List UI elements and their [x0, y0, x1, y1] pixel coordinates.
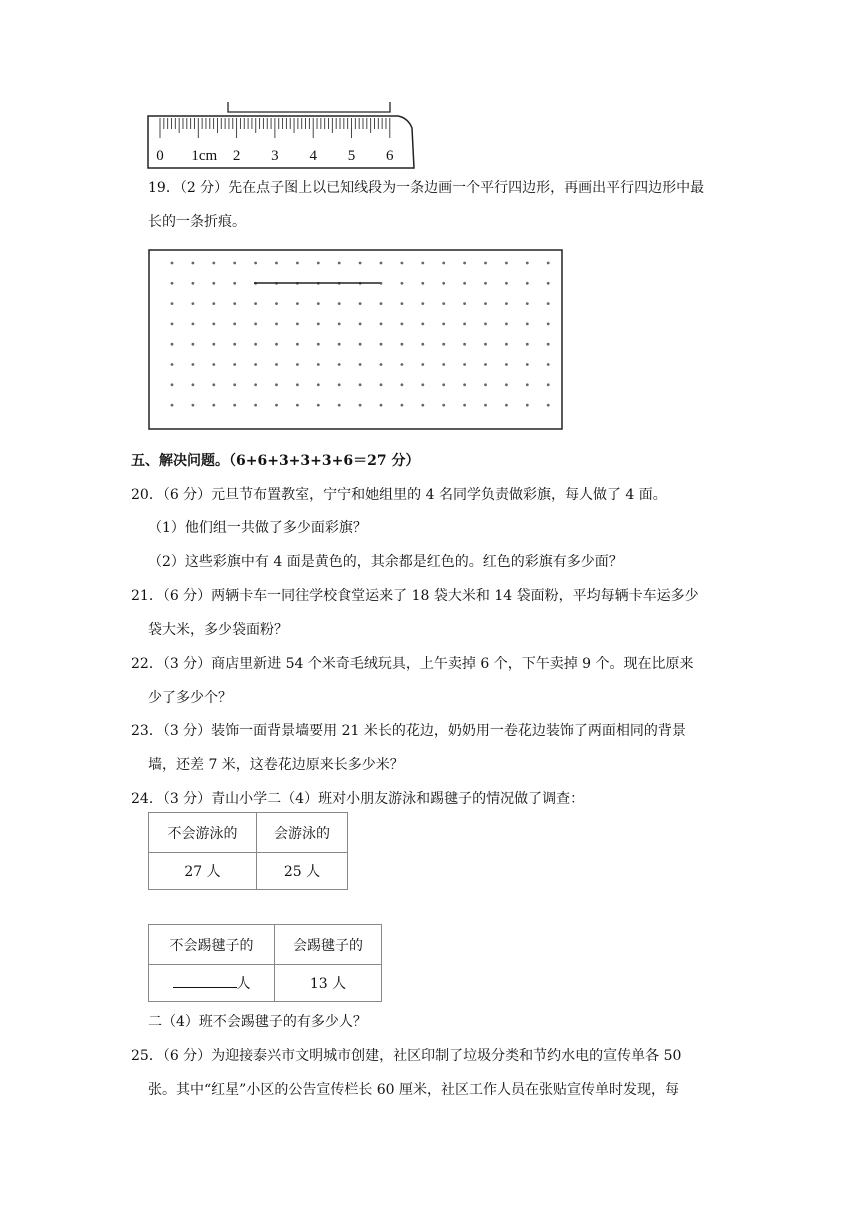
grid-dot — [317, 363, 320, 366]
grid-dot — [463, 383, 466, 386]
grid-dot — [359, 363, 362, 366]
grid-dot — [505, 323, 508, 326]
ruler-label: 3 — [271, 148, 279, 164]
grid-dot — [317, 302, 320, 305]
grid-dot — [401, 282, 404, 285]
grid-dot — [296, 262, 299, 265]
q20-sub2: （2）这些彩旗中有 4 面是黄色的，其余都是红色的。红色的彩旗有多少面？ — [148, 554, 623, 570]
grid-dot — [192, 363, 195, 366]
grid-dot — [359, 302, 362, 305]
grid-dot — [380, 302, 383, 305]
ruler-label: 2 — [232, 148, 241, 164]
ruler-label: 4 — [309, 148, 317, 164]
kick-cell-unit: 人 — [236, 976, 251, 992]
swim-cell-cannot: 27 人 — [149, 853, 257, 890]
grid-dot — [526, 282, 529, 285]
measure-bracket — [228, 102, 390, 112]
grid-dot — [401, 262, 404, 265]
grid-dot — [192, 282, 195, 285]
grid-dot — [212, 363, 215, 366]
grid-dot — [484, 282, 487, 285]
grid-dot — [212, 383, 215, 386]
grid-dot — [317, 404, 320, 407]
grid-dot — [233, 363, 236, 366]
grid-dot — [380, 282, 383, 285]
grid-dot — [275, 262, 278, 265]
grid-dot — [212, 404, 215, 407]
grid-dot — [463, 302, 466, 305]
grid-dot — [275, 383, 278, 386]
grid-dot — [547, 302, 550, 305]
grid-dot — [401, 404, 404, 407]
grid-dot — [233, 282, 236, 285]
grid-dot — [171, 302, 174, 305]
grid-dot — [547, 343, 550, 346]
grid-dot — [442, 323, 445, 326]
grid-dot — [526, 262, 529, 265]
grid-dot — [359, 343, 362, 346]
answer-blank[interactable] — [173, 973, 237, 988]
q20-text: 20．（6 分）元旦节布置教室，宁宁和她组里的 4 名同学负责做彩旗，每人做了 4 面。 — [131, 487, 667, 503]
grid-dot — [484, 383, 487, 386]
grid-dot — [171, 404, 174, 407]
grid-dot — [442, 282, 445, 285]
grid-dot — [484, 302, 487, 305]
grid-dot — [526, 404, 529, 407]
kick-cell-can: 13 人 — [275, 965, 382, 1002]
grid-dot — [463, 343, 466, 346]
grid-dot — [212, 302, 215, 305]
section-5-title: 五、解决问题。（6+6+3+3+3+6＝27 分） — [131, 453, 420, 469]
grid-dot — [463, 363, 466, 366]
ruler-label: 6 — [386, 148, 394, 164]
grid-dot — [233, 262, 236, 265]
grid-dot — [547, 282, 550, 285]
grid-dot — [275, 404, 278, 407]
grid-dot — [171, 343, 174, 346]
grid-dot — [233, 343, 236, 346]
grid-dot — [505, 363, 508, 366]
grid-dot — [380, 383, 383, 386]
grid-dot — [338, 323, 341, 326]
grid-dot — [212, 343, 215, 346]
grid-dot — [296, 363, 299, 366]
grid-dot — [380, 323, 383, 326]
grid-dot — [505, 343, 508, 346]
grid-dot — [192, 262, 195, 265]
ruler-label: 5 — [347, 148, 356, 164]
grid-dot — [547, 404, 550, 407]
grid-dot — [338, 302, 341, 305]
grid-dot — [254, 323, 257, 326]
ruler-label: 1cm — [191, 148, 218, 164]
ruler-label: 0 — [156, 148, 164, 164]
grid-dot — [401, 323, 404, 326]
grid-dot — [442, 302, 445, 305]
grid-dot — [463, 323, 466, 326]
q19-text-line2: 长的一条折痕。 — [148, 214, 246, 230]
swimming-table — [148, 812, 348, 890]
grid-dot — [275, 363, 278, 366]
grid-dot — [505, 302, 508, 305]
grid-dot — [171, 363, 174, 366]
grid-dot — [484, 323, 487, 326]
swim-header-can: 会游泳的 — [257, 813, 348, 853]
grid-dot — [254, 404, 257, 407]
grid-dot — [192, 323, 195, 326]
q25-text-line2: 张。其中“红星”小区的公告宣传栏长 60 厘米，社区工作人员在张贴宣传单时发现，每 — [148, 1082, 680, 1098]
grid-dot — [359, 383, 362, 386]
grid-dot — [442, 404, 445, 407]
grid-dot — [421, 343, 424, 346]
grid-dot — [254, 343, 257, 346]
grid-dot — [338, 383, 341, 386]
grid-dot — [233, 323, 236, 326]
swim-header-cannot: 不会游泳的 — [149, 813, 257, 853]
grid-dot — [359, 323, 362, 326]
ruler-figure — [146, 100, 428, 170]
grid-dot — [526, 323, 529, 326]
grid-dot — [254, 262, 257, 265]
dot-grid-figure — [148, 249, 564, 431]
grid-dot — [421, 383, 424, 386]
grid-dot — [233, 404, 236, 407]
kick-header-cannot: 不会踢毽子的 — [149, 925, 275, 965]
grid-dot — [171, 282, 174, 285]
grid-dot — [212, 282, 215, 285]
grid-dot — [296, 404, 299, 407]
q20-sub1: （1）他们组一共做了多少面彩旗？ — [148, 520, 367, 536]
grid-dot — [463, 282, 466, 285]
grid-dot — [296, 323, 299, 326]
grid-dot — [380, 363, 383, 366]
grid-dot — [442, 363, 445, 366]
grid-dot — [233, 302, 236, 305]
grid-dot — [463, 404, 466, 407]
grid-dot — [505, 383, 508, 386]
grid-dot — [171, 383, 174, 386]
grid-dot — [192, 404, 195, 407]
grid-dot — [275, 343, 278, 346]
grid-dot — [547, 262, 550, 265]
grid-dot — [233, 383, 236, 386]
grid-dot — [275, 323, 278, 326]
grid-dot — [296, 343, 299, 346]
grid-dot — [171, 323, 174, 326]
grid-dot — [359, 262, 362, 265]
grid-dot — [401, 383, 404, 386]
grid-dot — [442, 383, 445, 386]
grid-dot — [380, 262, 383, 265]
grid-dot — [442, 262, 445, 265]
grid-dot — [505, 262, 508, 265]
q25-text-line1: 25．（6 分）为迎接泰兴市文明城市创建，社区印制了垃圾分类和节约水电的宣传单各 50 — [131, 1048, 682, 1064]
grid-dot — [526, 302, 529, 305]
shuttlecock-table — [148, 924, 382, 1002]
q24-text: 24．（3 分）青山小学二（4）班对小朋友游泳和踢毽子的情况做了调查： — [131, 791, 585, 807]
grid-dot — [212, 323, 215, 326]
grid-dot — [212, 262, 215, 265]
grid-dot — [254, 363, 257, 366]
grid-dot — [505, 282, 508, 285]
grid-dot — [547, 383, 550, 386]
grid-dot — [526, 383, 529, 386]
grid-dot — [401, 302, 404, 305]
grid-dot — [317, 343, 320, 346]
grid-dot — [338, 363, 341, 366]
grid-dot — [338, 262, 341, 265]
q23-text-line2: 墙，还差 7 米，这卷花边原来长多少米？ — [148, 757, 404, 773]
grid-dot — [505, 404, 508, 407]
kick-cell-cannot — [149, 965, 275, 1002]
grid-dot — [526, 343, 529, 346]
grid-dot — [317, 262, 320, 265]
dot-grid-border — [149, 250, 562, 429]
grid-dot — [484, 404, 487, 407]
grid-dot — [421, 404, 424, 407]
grid-dot — [484, 262, 487, 265]
grid-dot — [192, 383, 195, 386]
grid-dot — [463, 262, 466, 265]
grid-dot — [526, 363, 529, 366]
grid-dot — [442, 343, 445, 346]
q22-text-line2: 少了多少个？ — [148, 690, 232, 706]
kick-header-can: 会踢毽子的 — [275, 925, 382, 965]
grid-dot — [317, 383, 320, 386]
grid-dot — [421, 363, 424, 366]
swim-cell-can: 25 人 — [257, 853, 348, 890]
grid-dot — [171, 262, 174, 265]
grid-dot — [380, 343, 383, 346]
grid-dot — [401, 363, 404, 366]
q24-question: 二（4）班不会踢毽子的有多少人？ — [148, 1014, 367, 1030]
grid-dot — [547, 363, 550, 366]
grid-dot — [338, 404, 341, 407]
q19-text-line1: 19．（2 分）先在点子图上以已知线段为一条边画一个平行四边形，再画出平行四边形中最 — [148, 180, 705, 196]
grid-dot — [421, 282, 424, 285]
grid-dot — [380, 404, 383, 407]
q23-text-line1: 23．（3 分）装饰一面背景墙要用 21 米长的花边，奶奶用一卷花边装饰了两面相同的背景 — [131, 723, 686, 739]
grid-dot — [296, 302, 299, 305]
grid-dot — [421, 262, 424, 265]
grid-dot — [192, 302, 195, 305]
grid-dot — [359, 404, 362, 407]
grid-dot — [275, 302, 278, 305]
q21-text-line2: 袋大米，多少袋面粉？ — [148, 622, 288, 638]
grid-dot — [317, 323, 320, 326]
grid-dot — [401, 343, 404, 346]
grid-dot — [547, 323, 550, 326]
grid-dot — [254, 302, 257, 305]
q21-text-line1: 21．（6 分）两辆卡车一同往学校食堂运来了 18 袋大米和 14 袋面粉，平均每辆卡车运多少 — [131, 588, 699, 604]
grid-dot — [338, 343, 341, 346]
grid-dot — [484, 363, 487, 366]
grid-dot — [192, 343, 195, 346]
grid-dot — [421, 323, 424, 326]
grid-dot — [254, 383, 257, 386]
grid-dot — [484, 343, 487, 346]
q22-text-line1: 22．（3 分）商店里新进 54 个米奇毛绒玩具，上午卖掉 6 个，下午卖掉 9 个。现在比原来 — [131, 656, 694, 672]
grid-dot — [296, 383, 299, 386]
grid-dot — [421, 302, 424, 305]
